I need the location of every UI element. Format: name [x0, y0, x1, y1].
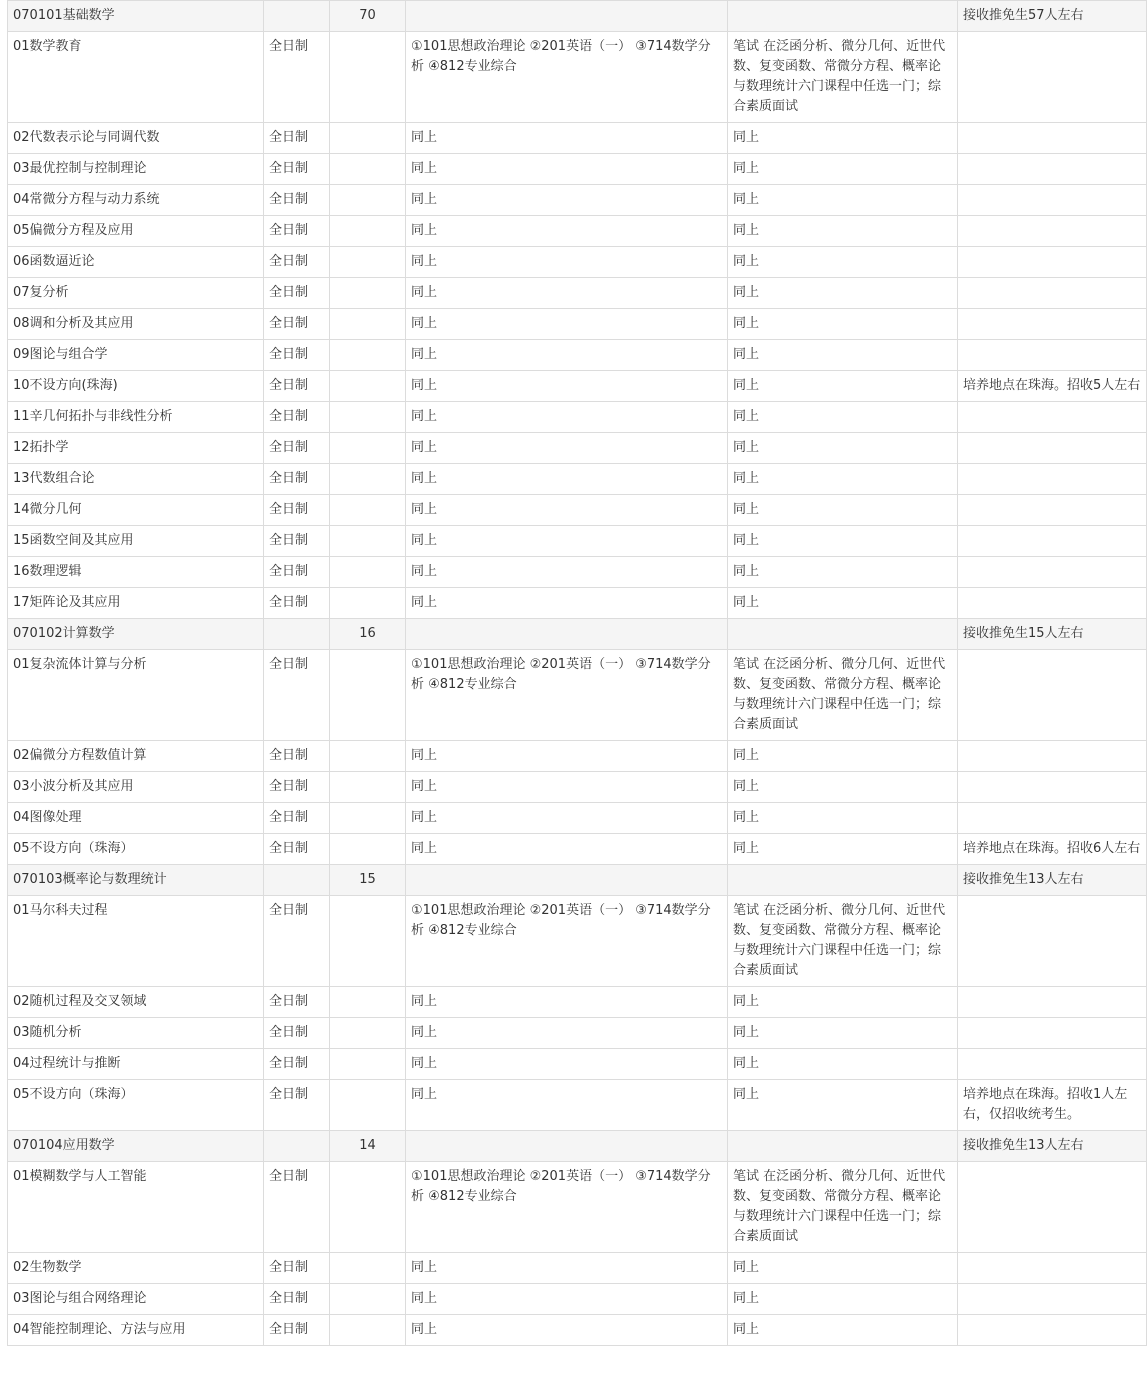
direction-name: 11辛几何拓扑与非线性分析	[8, 402, 264, 433]
remark	[958, 185, 1147, 216]
major-note: 接收推免生13人左右	[958, 1131, 1147, 1162]
exam-subjects: 同上	[406, 557, 728, 588]
direction-row	[8, 588, 1147, 619]
retest-subjects: 同上	[728, 741, 958, 772]
direction-row	[8, 32, 1147, 123]
direction-row	[8, 1253, 1147, 1284]
direction-name: 05不设方向（珠海）	[8, 1080, 264, 1131]
retest-subjects: 同上	[728, 987, 958, 1018]
exam-subjects: 同上	[406, 309, 728, 340]
retest-subjects: 同上	[728, 340, 958, 371]
direction-count-cell	[330, 834, 406, 865]
direction-name: 07复分析	[8, 278, 264, 309]
study-mode: 全日制	[264, 1253, 330, 1284]
major-exam-cell	[406, 1, 728, 32]
remark	[958, 340, 1147, 371]
remark	[958, 309, 1147, 340]
direction-name: 01马尔科夫过程	[8, 896, 264, 987]
direction-row	[8, 495, 1147, 526]
remark	[958, 278, 1147, 309]
direction-row	[8, 741, 1147, 772]
retest-subjects: 同上	[728, 1253, 958, 1284]
retest-subjects: 同上	[728, 588, 958, 619]
direction-row	[8, 987, 1147, 1018]
major-name: 070101基础数学	[8, 1, 264, 32]
major-name: 070103概率论与数理统计	[8, 865, 264, 896]
direction-count-cell	[330, 309, 406, 340]
remark	[958, 772, 1147, 803]
remark	[958, 433, 1147, 464]
retest-subjects: 同上	[728, 123, 958, 154]
remark	[958, 650, 1147, 741]
remark	[958, 1049, 1147, 1080]
direction-count-cell	[330, 1049, 406, 1080]
direction-name: 03图论与组合网络理论	[8, 1284, 264, 1315]
direction-count-cell	[330, 1018, 406, 1049]
retest-subjects: 同上	[728, 309, 958, 340]
remark: 培养地点在珠海。招收5人左右	[958, 371, 1147, 402]
study-mode: 全日制	[264, 987, 330, 1018]
direction-name: 03随机分析	[8, 1018, 264, 1049]
study-mode: 全日制	[264, 772, 330, 803]
major-retest-cell	[728, 1131, 958, 1162]
exam-subjects: 同上	[406, 772, 728, 803]
major-note: 接收推免生15人左右	[958, 619, 1147, 650]
study-mode: 全日制	[264, 557, 330, 588]
direction-count-cell	[330, 803, 406, 834]
exam-subjects: 同上	[406, 834, 728, 865]
study-mode: 全日制	[264, 1162, 330, 1253]
study-mode: 全日制	[264, 1080, 330, 1131]
exam-subjects: ①101思想政治理论 ②201英语（一） ③714数学分析 ④812专业综合	[406, 896, 728, 987]
study-mode: 全日制	[264, 741, 330, 772]
direction-name: 15函数空间及其应用	[8, 526, 264, 557]
remark	[958, 464, 1147, 495]
major-name: 070104应用数学	[8, 1131, 264, 1162]
direction-name: 01数学教育	[8, 32, 264, 123]
retest-subjects: 同上	[728, 1284, 958, 1315]
direction-count-cell	[330, 1284, 406, 1315]
retest-subjects: 同上	[728, 402, 958, 433]
admissions-table-body	[8, 1, 1147, 1346]
major-note: 接收推免生13人左右	[958, 865, 1147, 896]
direction-row	[8, 834, 1147, 865]
retest-subjects: 笔试 在泛函分析、微分几何、近世代数、复变函数、常微分方程、概率论与数理统计六门课程中任选一门；综合素质面试	[728, 650, 958, 741]
remark	[958, 247, 1147, 278]
retest-subjects: 同上	[728, 216, 958, 247]
remark	[958, 1253, 1147, 1284]
remark	[958, 1315, 1147, 1346]
direction-row	[8, 896, 1147, 987]
exam-subjects: 同上	[406, 1080, 728, 1131]
study-mode: 全日制	[264, 588, 330, 619]
major-row	[8, 619, 1147, 650]
exam-subjects: 同上	[406, 278, 728, 309]
direction-name: 16数理逻辑	[8, 557, 264, 588]
direction-row	[8, 247, 1147, 278]
remark	[958, 741, 1147, 772]
major-retest-cell	[728, 865, 958, 896]
remark	[958, 803, 1147, 834]
direction-row	[8, 278, 1147, 309]
study-mode: 全日制	[264, 1284, 330, 1315]
direction-row	[8, 340, 1147, 371]
retest-subjects: 同上	[728, 495, 958, 526]
remark	[958, 896, 1147, 987]
exam-subjects: 同上	[406, 1284, 728, 1315]
study-mode: 全日制	[264, 896, 330, 987]
major-retest-cell	[728, 619, 958, 650]
direction-row	[8, 309, 1147, 340]
admissions-table	[7, 0, 1147, 1346]
direction-row	[8, 402, 1147, 433]
remark	[958, 1284, 1147, 1315]
direction-count-cell	[330, 772, 406, 803]
direction-name: 02偏微分方程数值计算	[8, 741, 264, 772]
retest-subjects: 同上	[728, 1049, 958, 1080]
direction-count-cell	[330, 32, 406, 123]
major-mode-cell	[264, 1, 330, 32]
major-count: 70	[330, 1, 406, 32]
major-exam-cell	[406, 865, 728, 896]
direction-count-cell	[330, 495, 406, 526]
direction-count-cell	[330, 1315, 406, 1346]
direction-row	[8, 1049, 1147, 1080]
retest-subjects: 同上	[728, 247, 958, 278]
retest-subjects: 同上	[728, 278, 958, 309]
direction-count-cell	[330, 557, 406, 588]
direction-name: 06函数逼近论	[8, 247, 264, 278]
direction-name: 13代数组合论	[8, 464, 264, 495]
direction-name: 05偏微分方程及应用	[8, 216, 264, 247]
direction-count-cell	[330, 185, 406, 216]
exam-subjects: 同上	[406, 526, 728, 557]
retest-subjects: 同上	[728, 433, 958, 464]
exam-subjects: 同上	[406, 154, 728, 185]
direction-row	[8, 557, 1147, 588]
exam-subjects: ①101思想政治理论 ②201英语（一） ③714数学分析 ④812专业综合	[406, 1162, 728, 1253]
exam-subjects: 同上	[406, 216, 728, 247]
retest-subjects: 笔试 在泛函分析、微分几何、近世代数、复变函数、常微分方程、概率论与数理统计六门课程中任选一门；综合素质面试	[728, 896, 958, 987]
direction-row	[8, 803, 1147, 834]
direction-row	[8, 185, 1147, 216]
retest-subjects: 同上	[728, 803, 958, 834]
study-mode: 全日制	[264, 185, 330, 216]
exam-subjects: ①101思想政治理论 ②201英语（一） ③714数学分析 ④812专业综合	[406, 32, 728, 123]
remark	[958, 495, 1147, 526]
remark	[958, 32, 1147, 123]
study-mode: 全日制	[264, 154, 330, 185]
remark	[958, 588, 1147, 619]
major-count: 16	[330, 619, 406, 650]
direction-name: 04智能控制理论、方法与应用	[8, 1315, 264, 1346]
study-mode: 全日制	[264, 1049, 330, 1080]
direction-name: 04常微分方程与动力系统	[8, 185, 264, 216]
direction-name: 01复杂流体计算与分析	[8, 650, 264, 741]
direction-row	[8, 154, 1147, 185]
retest-subjects: 同上	[728, 834, 958, 865]
exam-subjects: 同上	[406, 1315, 728, 1346]
direction-name: 04图像处理	[8, 803, 264, 834]
retest-subjects: 笔试 在泛函分析、微分几何、近世代数、复变函数、常微分方程、概率论与数理统计六门课程中任选一门；综合素质面试	[728, 32, 958, 123]
study-mode: 全日制	[264, 1315, 330, 1346]
study-mode: 全日制	[264, 123, 330, 154]
study-mode: 全日制	[264, 803, 330, 834]
direction-count-cell	[330, 650, 406, 741]
direction-row	[8, 526, 1147, 557]
retest-subjects: 同上	[728, 526, 958, 557]
direction-count-cell	[330, 433, 406, 464]
direction-count-cell	[330, 371, 406, 402]
direction-name: 12拓扑学	[8, 433, 264, 464]
study-mode: 全日制	[264, 433, 330, 464]
direction-name: 02生物数学	[8, 1253, 264, 1284]
retest-subjects: 同上	[728, 772, 958, 803]
direction-name: 14微分几何	[8, 495, 264, 526]
direction-row	[8, 123, 1147, 154]
exam-subjects: 同上	[406, 987, 728, 1018]
direction-count-cell	[330, 216, 406, 247]
exam-subjects: 同上	[406, 185, 728, 216]
direction-name: 02随机过程及交叉领域	[8, 987, 264, 1018]
remark	[958, 154, 1147, 185]
major-count: 15	[330, 865, 406, 896]
exam-subjects: 同上	[406, 1253, 728, 1284]
direction-row	[8, 1315, 1147, 1346]
study-mode: 全日制	[264, 526, 330, 557]
remark	[958, 557, 1147, 588]
direction-row	[8, 433, 1147, 464]
remark	[958, 987, 1147, 1018]
direction-row	[8, 1080, 1147, 1131]
direction-count-cell	[330, 741, 406, 772]
direction-count-cell	[330, 402, 406, 433]
study-mode: 全日制	[264, 278, 330, 309]
retest-subjects: 笔试 在泛函分析、微分几何、近世代数、复变函数、常微分方程、概率论与数理统计六门课程中任选一门；综合素质面试	[728, 1162, 958, 1253]
major-count: 14	[330, 1131, 406, 1162]
exam-subjects: 同上	[406, 1049, 728, 1080]
direction-row	[8, 216, 1147, 247]
exam-subjects: 同上	[406, 371, 728, 402]
direction-name: 01模糊数学与人工智能	[8, 1162, 264, 1253]
major-mode-cell	[264, 619, 330, 650]
exam-subjects: 同上	[406, 402, 728, 433]
study-mode: 全日制	[264, 371, 330, 402]
study-mode: 全日制	[264, 402, 330, 433]
exam-subjects: 同上	[406, 495, 728, 526]
major-exam-cell	[406, 619, 728, 650]
direction-count-cell	[330, 588, 406, 619]
direction-count-cell	[330, 464, 406, 495]
retest-subjects: 同上	[728, 464, 958, 495]
direction-row	[8, 371, 1147, 402]
direction-name: 03最优控制与控制理论	[8, 154, 264, 185]
direction-count-cell	[330, 987, 406, 1018]
major-mode-cell	[264, 1131, 330, 1162]
study-mode: 全日制	[264, 834, 330, 865]
exam-subjects: 同上	[406, 588, 728, 619]
major-retest-cell	[728, 1, 958, 32]
exam-subjects: 同上	[406, 123, 728, 154]
exam-subjects: 同上	[406, 464, 728, 495]
direction-count-cell	[330, 1080, 406, 1131]
study-mode: 全日制	[264, 309, 330, 340]
exam-subjects: 同上	[406, 340, 728, 371]
direction-count-cell	[330, 247, 406, 278]
remark: 培养地点在珠海。招收6人左右	[958, 834, 1147, 865]
exam-subjects: ①101思想政治理论 ②201英语（一） ③714数学分析 ④812专业综合	[406, 650, 728, 741]
study-mode: 全日制	[264, 247, 330, 278]
study-mode: 全日制	[264, 216, 330, 247]
major-exam-cell	[406, 1131, 728, 1162]
direction-count-cell	[330, 278, 406, 309]
study-mode: 全日制	[264, 464, 330, 495]
direction-name: 17矩阵论及其应用	[8, 588, 264, 619]
exam-subjects: 同上	[406, 247, 728, 278]
major-note: 接收推免生57人左右	[958, 1, 1147, 32]
retest-subjects: 同上	[728, 1315, 958, 1346]
remark	[958, 216, 1147, 247]
direction-count-cell	[330, 526, 406, 557]
exam-subjects: 同上	[406, 1018, 728, 1049]
retest-subjects: 同上	[728, 154, 958, 185]
direction-row	[8, 464, 1147, 495]
direction-count-cell	[330, 896, 406, 987]
major-row	[8, 865, 1147, 896]
direction-name: 08调和分析及其应用	[8, 309, 264, 340]
retest-subjects: 同上	[728, 1080, 958, 1131]
major-mode-cell	[264, 865, 330, 896]
direction-row	[8, 772, 1147, 803]
retest-subjects: 同上	[728, 1018, 958, 1049]
direction-count-cell	[330, 154, 406, 185]
direction-name: 05不设方向（珠海）	[8, 834, 264, 865]
major-row	[8, 1, 1147, 32]
remark	[958, 1162, 1147, 1253]
remark	[958, 1018, 1147, 1049]
exam-subjects: 同上	[406, 433, 728, 464]
retest-subjects: 同上	[728, 371, 958, 402]
direction-row	[8, 1018, 1147, 1049]
exam-subjects: 同上	[406, 741, 728, 772]
direction-count-cell	[330, 1162, 406, 1253]
direction-row	[8, 650, 1147, 741]
major-row	[8, 1131, 1147, 1162]
direction-name: 03小波分析及其应用	[8, 772, 264, 803]
direction-name: 10不设方向(珠海)	[8, 371, 264, 402]
direction-row	[8, 1284, 1147, 1315]
remark	[958, 526, 1147, 557]
direction-count-cell	[330, 1253, 406, 1284]
study-mode: 全日制	[264, 495, 330, 526]
remark: 培养地点在珠海。招收1人左右，仅招收统考生。	[958, 1080, 1147, 1131]
study-mode: 全日制	[264, 1018, 330, 1049]
remark	[958, 402, 1147, 433]
direction-name: 09图论与组合学	[8, 340, 264, 371]
direction-count-cell	[330, 340, 406, 371]
study-mode: 全日制	[264, 340, 330, 371]
major-name: 070102计算数学	[8, 619, 264, 650]
remark	[958, 123, 1147, 154]
retest-subjects: 同上	[728, 185, 958, 216]
direction-row	[8, 1162, 1147, 1253]
direction-name: 02代数表示论与同调代数	[8, 123, 264, 154]
direction-name: 04过程统计与推断	[8, 1049, 264, 1080]
study-mode: 全日制	[264, 650, 330, 741]
direction-count-cell	[330, 123, 406, 154]
exam-subjects: 同上	[406, 803, 728, 834]
retest-subjects: 同上	[728, 557, 958, 588]
study-mode: 全日制	[264, 32, 330, 123]
